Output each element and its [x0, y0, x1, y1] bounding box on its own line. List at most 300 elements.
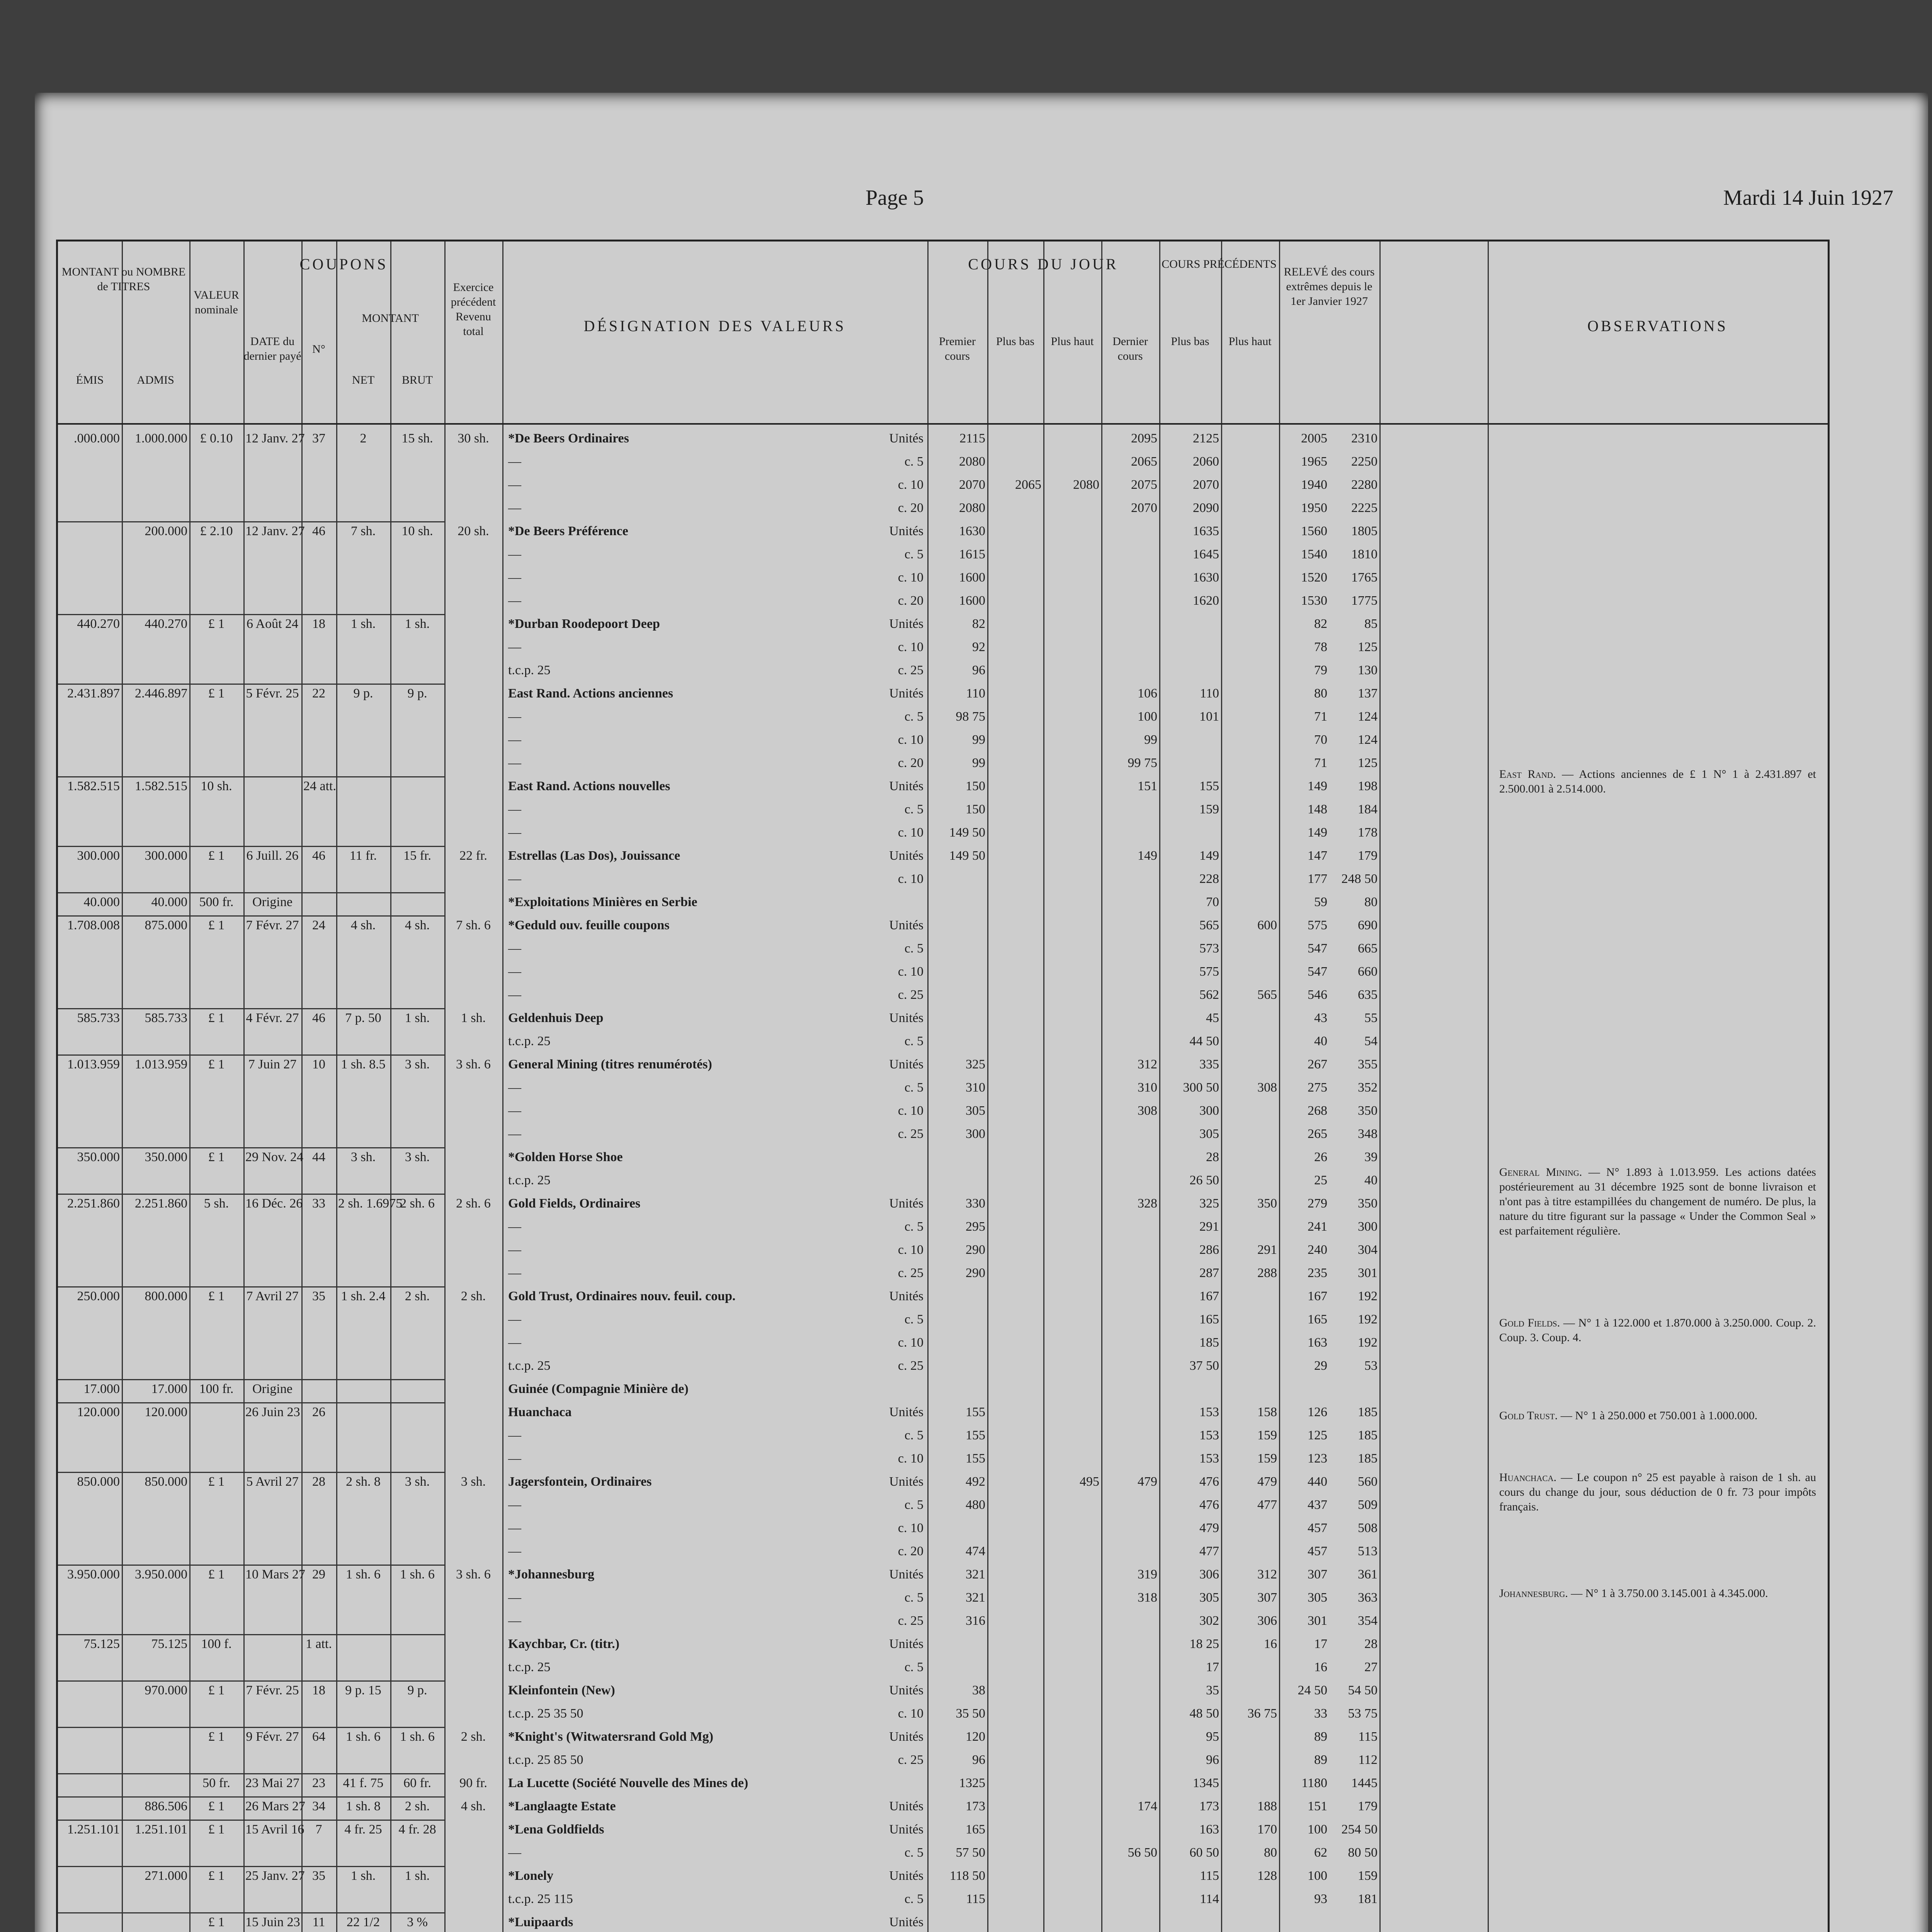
cell-valeur: £ 1	[208, 1915, 225, 1929]
cell-pbas: 291	[1199, 1219, 1219, 1234]
table-row	[58, 1057, 1828, 1072]
cell-name: —	[508, 1219, 521, 1234]
table-row	[58, 732, 1828, 748]
cell-phaut: 16	[1264, 1637, 1277, 1651]
observation-title: Gold Trust.	[1499, 1409, 1558, 1422]
cell-unit: c. 5	[904, 1590, 923, 1605]
cell-premier: 290	[966, 1266, 985, 1280]
cell-rhaut: 508	[1358, 1521, 1378, 1535]
cell-premier: 305	[966, 1104, 985, 1118]
cell-name: —	[508, 1544, 521, 1558]
cell-brut: 4 fr. 28	[398, 1822, 436, 1837]
cell-phaut: 312	[1257, 1567, 1277, 1582]
table-row	[58, 663, 1828, 678]
header-brut: BRUT	[401, 374, 433, 386]
cell-rbas: 165	[1308, 1312, 1327, 1327]
cell-pbas: 287	[1199, 1266, 1219, 1280]
cell-rbas: 1560	[1301, 524, 1327, 538]
cell-premier: 149 50	[949, 849, 985, 863]
row-group-separator	[58, 1912, 444, 1913]
cell-rhaut: 130	[1358, 663, 1378, 677]
cell-rev: 1 sh.	[461, 1011, 486, 1025]
cell-rbas: 82	[1314, 617, 1327, 631]
cell-valeur: £ 1	[208, 1475, 225, 1489]
cell-dernier: 149	[1138, 849, 1157, 863]
cell-premier: 330	[966, 1196, 985, 1211]
cell-name: —	[508, 1312, 521, 1327]
cell-rbas: 1950	[1301, 501, 1327, 515]
cell-dernier: 2075	[1131, 478, 1157, 492]
cell-unit: c. 5	[904, 1892, 923, 1906]
cell-no: 26	[312, 1405, 325, 1419]
observation-title: East Rand.	[1499, 768, 1556, 781]
header-rule	[58, 423, 1828, 425]
cell-premier: 115	[966, 1892, 985, 1906]
page-number: Page 5	[866, 186, 924, 210]
cell-pbas: 149	[1199, 849, 1219, 863]
cell-haut: 2080	[1073, 478, 1099, 492]
cell-name: —	[508, 872, 521, 886]
cell-premier: 480	[966, 1498, 985, 1512]
cell-admis: 2.251.860	[135, 1196, 187, 1211]
cell-name: —	[508, 1428, 521, 1442]
cell-name: *Langlaagte Estate	[508, 1799, 616, 1813]
cell-name: t.c.p. 25	[508, 1173, 551, 1187]
cell-dernier: 2065	[1131, 454, 1157, 469]
cell-rbas: 1965	[1301, 454, 1327, 469]
cell-premier: 295	[966, 1219, 985, 1234]
cell-premier: 165	[966, 1822, 985, 1837]
cell-rhaut: 361	[1358, 1567, 1378, 1582]
cell-date: 5 Avril 27	[246, 1475, 299, 1489]
cell-name: Jagersfontein, Ordinaires	[508, 1475, 652, 1489]
cell-unit: c. 25	[898, 663, 923, 677]
cell-net: 1 sh.	[350, 1869, 376, 1883]
cell-admis: 1.582.515	[135, 779, 187, 793]
cell-rbas: 25	[1314, 1173, 1327, 1187]
cell-rbas: 78	[1314, 640, 1327, 654]
cell-name: *Geduld ouv. feuille coupons	[508, 918, 670, 932]
cell-pbas: 300	[1199, 1104, 1219, 1118]
cell-emis: 300.000	[77, 849, 120, 863]
cell-pbas: 28	[1206, 1150, 1219, 1164]
cell-unit: c. 10	[898, 640, 923, 654]
cell-unit: c. 25	[898, 988, 923, 1002]
table-row	[58, 1010, 1828, 1026]
cell-rhaut: 184	[1358, 802, 1378, 816]
cell-no: 29	[312, 1567, 325, 1582]
cell-valeur: 100 fr.	[199, 1382, 234, 1396]
cell-rbas: 279	[1308, 1196, 1327, 1211]
cell-admis: 970.000	[145, 1683, 187, 1697]
cell-net: 2	[360, 431, 367, 446]
table-row	[58, 1891, 1828, 1907]
observation-text: — N° 1 à 3.750.00 3.145.001 à 4.345.000.	[1568, 1587, 1768, 1600]
cell-premier: 118 50	[949, 1869, 985, 1883]
cell-brut: 2 sh.	[405, 1289, 430, 1303]
row-group-separator	[58, 1008, 444, 1009]
cell-emis: 40.000	[83, 895, 120, 909]
cell-rbas: 167	[1308, 1289, 1327, 1303]
cell-valeur: £ 1	[208, 1822, 225, 1837]
cell-phaut: 479	[1257, 1475, 1277, 1489]
cell-pbas: 565	[1199, 918, 1219, 932]
cell-rbas: 305	[1308, 1590, 1327, 1605]
cell-no: 64	[312, 1730, 325, 1744]
cell-rhaut: 85	[1364, 617, 1378, 631]
row-group-separator	[58, 1796, 444, 1798]
cell-emis: 850.000	[77, 1475, 120, 1489]
cell-name: —	[508, 802, 521, 816]
cell-rbas: 575	[1308, 918, 1327, 932]
cell-no: 33	[312, 1196, 325, 1211]
cell-net: 2 sh. 8	[346, 1475, 381, 1489]
cell-name: —	[508, 1498, 521, 1512]
cell-date: 25 Janv. 27	[245, 1869, 305, 1883]
cell-emis: .000.000	[74, 431, 120, 446]
cell-net: 3 sh.	[350, 1150, 376, 1164]
cell-dernier: 174	[1138, 1799, 1157, 1813]
cell-rbas: 1520	[1301, 570, 1327, 585]
cell-unit: c. 5	[904, 802, 923, 816]
cell-unit: c. 10	[898, 570, 923, 585]
cell-name: *De Beers Ordinaires	[508, 431, 629, 446]
cell-phaut: 306	[1257, 1614, 1277, 1628]
cell-premier: 1325	[959, 1776, 985, 1790]
table-row	[58, 1428, 1828, 1443]
cell-date: 9 Févr. 27	[246, 1730, 299, 1744]
cell-rhaut: 80	[1364, 895, 1378, 909]
cell-brut: 3 sh.	[405, 1475, 430, 1489]
cell-rhaut: 198	[1358, 779, 1378, 793]
cell-rbas: 163	[1308, 1335, 1327, 1350]
cell-admis: 17.000	[151, 1382, 187, 1396]
cell-rev: 2 sh. 6	[456, 1196, 491, 1211]
header-exercice: Exercice précédent Revenu total	[451, 281, 496, 338]
cell-rhaut: 509	[1358, 1498, 1378, 1512]
cell-no: 22	[312, 686, 325, 701]
table-row	[58, 1381, 1828, 1397]
observation-text: — N° 1 à 250.000 et 750.001 à 1.000.000.	[1558, 1409, 1758, 1422]
cell-name: —	[508, 1451, 521, 1466]
header-dernier: Dernier cours	[1112, 335, 1148, 362]
cell-unit: Unités	[889, 1289, 923, 1303]
cell-dernier: 2095	[1131, 431, 1157, 446]
cell-pbas: 70	[1206, 895, 1219, 909]
cell-admis: 3.950.000	[135, 1567, 187, 1582]
cell-date: Origine	[252, 895, 293, 909]
cell-rhaut: 350	[1358, 1104, 1378, 1118]
cell-phaut: 308	[1257, 1080, 1277, 1095]
cell-pbas: 1635	[1193, 524, 1219, 538]
cell-unit: c. 5	[904, 1312, 923, 1327]
cell-rbas: 40	[1314, 1034, 1327, 1048]
cell-no: 7	[315, 1822, 322, 1837]
cell-date: 12 Janv. 27	[245, 524, 305, 538]
cell-phaut: 291	[1257, 1243, 1277, 1257]
table-row	[58, 1845, 1828, 1861]
cell-unit: c. 5	[904, 709, 923, 724]
cell-unit: c. 25	[898, 1359, 923, 1373]
cell-dernier: 100	[1138, 709, 1157, 724]
cell-unit: c. 20	[898, 756, 923, 770]
cell-brut: 9 p.	[407, 1683, 427, 1697]
cell-unit: c. 10	[898, 964, 923, 979]
row-group-separator	[58, 1565, 444, 1566]
cell-admis: 800.000	[145, 1289, 187, 1303]
cell-pbas: 167	[1199, 1289, 1219, 1303]
cell-premier: 149 50	[949, 825, 985, 840]
header-plus-bas: Plus bas	[996, 335, 1035, 348]
cell-date: 6 Août 24	[246, 617, 299, 631]
cell-pbas: 302	[1199, 1614, 1219, 1628]
cell-name: —	[508, 1590, 521, 1605]
cell-rbas: 457	[1308, 1521, 1327, 1535]
header-montant: MONTANT ou NOMBRE de TITRES	[61, 265, 186, 293]
table-row	[58, 1636, 1828, 1652]
header-prec-haut: Plus haut	[1228, 335, 1272, 348]
cell-emis: 585.733	[77, 1011, 120, 1025]
observation-note	[1499, 1470, 1816, 1514]
cell-pbas: 562	[1199, 988, 1219, 1002]
cell-rev: 2 sh.	[461, 1730, 486, 1744]
cell-rbas: 307	[1308, 1567, 1327, 1582]
header-prec-bas: Plus bas	[1171, 335, 1209, 348]
row-group-separator	[58, 915, 444, 917]
cell-brut: 3 sh.	[405, 1150, 430, 1164]
cell-pbas: 17	[1206, 1660, 1219, 1674]
cell-valeur: £ 1	[208, 1567, 225, 1582]
cell-premier: 2080	[959, 501, 985, 515]
table-row	[58, 593, 1828, 609]
cell-rbas: 235	[1308, 1266, 1327, 1280]
cell-rhaut: 192	[1358, 1312, 1378, 1327]
cell-rhaut: 1805	[1351, 524, 1378, 538]
cell-pbas: 335	[1199, 1057, 1219, 1071]
cell-name: t.c.p. 25 85 50	[508, 1753, 583, 1767]
cell-net: 4 sh.	[350, 918, 376, 932]
cell-admis: 75.125	[151, 1637, 187, 1651]
cell-rbas: 125	[1308, 1428, 1327, 1442]
cell-unit: c. 5	[904, 454, 923, 469]
observation-text: — Actions anciennes de £ 1 N° 1 à 2.431.897 et 2.500.001 à 2.514.000.	[1499, 768, 1816, 795]
cell-premier: 316	[966, 1614, 985, 1628]
cell-unit: c. 25	[898, 1753, 923, 1767]
cell-date: 4 Févr. 27	[246, 1011, 299, 1025]
cell-rbas: 43	[1314, 1011, 1327, 1025]
table-row	[58, 709, 1828, 724]
cell-rbas: 547	[1308, 941, 1327, 956]
cell-rbas: 265	[1308, 1127, 1327, 1141]
cell-admis: 40.000	[151, 895, 187, 909]
cell-premier: 2115	[959, 431, 985, 446]
row-group-separator	[58, 846, 444, 847]
cell-date: 7 Févr. 27	[246, 918, 299, 932]
cell-name: —	[508, 988, 521, 1002]
cell-rbas: 26	[1314, 1150, 1327, 1164]
cell-premier: 99	[972, 756, 985, 770]
cell-name: t.c.p. 25 115	[508, 1892, 573, 1906]
cell-rhaut: 28	[1364, 1637, 1378, 1651]
cell-date: 26 Mars 27	[245, 1799, 305, 1813]
cell-phaut: 288	[1257, 1266, 1277, 1280]
cell-pbas: 95	[1206, 1730, 1219, 1744]
cell-unit: c. 10	[898, 733, 923, 747]
cell-valeur: £ 0.10	[200, 431, 233, 446]
cell-emis: 2.431.897	[67, 686, 120, 701]
cell-rhaut: 40	[1364, 1173, 1378, 1187]
cell-rbas: 1540	[1301, 547, 1327, 561]
cell-dernier: 2070	[1131, 501, 1157, 515]
table-row	[58, 1451, 1828, 1466]
cell-valeur: £ 1	[208, 617, 225, 631]
cell-rev: 20 sh.	[457, 524, 489, 538]
cell-name: Estrellas (Las Dos), Jouissance	[508, 849, 680, 863]
cell-name: Kaychbar, Cr. (titr.)	[508, 1637, 620, 1651]
table-row	[58, 802, 1828, 817]
cell-rhaut: 560	[1358, 1475, 1378, 1489]
cell-dernier: 106	[1138, 686, 1157, 701]
cell-rev: 30 sh.	[457, 431, 489, 446]
cell-premier: 98 75	[956, 709, 985, 724]
cell-rbas: 17	[1314, 1637, 1327, 1651]
cell-dernier: 99 75	[1128, 756, 1157, 770]
cell-unit: c. 5	[904, 1845, 923, 1860]
cell-pbas: 60 50	[1189, 1845, 1219, 1860]
cell-rhaut: 53 75	[1348, 1706, 1378, 1721]
cell-date: 15 Avril 16	[245, 1822, 304, 1837]
cell-pbas: 300 50	[1183, 1080, 1219, 1095]
header-releve: RELEVÉ des cours extrêmes depuis le 1er Janvier 1927	[1284, 265, 1375, 308]
cell-name: —	[508, 964, 521, 979]
cell-name: —	[508, 1521, 521, 1535]
cell-rhaut: 301	[1358, 1266, 1378, 1280]
cell-unit: c. 10	[898, 825, 923, 840]
cell-brut: 15 sh.	[401, 431, 433, 446]
cell-pbas: 573	[1199, 941, 1219, 956]
cell-rhaut: 185	[1358, 1405, 1378, 1419]
cell-phaut: 80	[1264, 1845, 1277, 1860]
cell-pbas: 155	[1199, 779, 1219, 793]
cell-unit: Unités	[889, 1869, 923, 1883]
cell-valeur: £ 1	[208, 1799, 225, 1813]
cell-pbas: 153	[1199, 1451, 1219, 1466]
cell-admis: 886.506	[145, 1799, 187, 1813]
observation-text: — Le coupon n° 25 est payable à raison de 1 sh. au cours du change du jour, sous déduction de 0 fr. 73 pour impôts français.	[1499, 1471, 1816, 1513]
cell-unit: c. 10	[898, 1521, 923, 1535]
cell-rbas: 275	[1308, 1080, 1327, 1095]
cell-premier: 38	[972, 1683, 985, 1697]
cell-unit: Unités	[889, 1822, 923, 1837]
cell-rhaut: 300	[1358, 1219, 1378, 1234]
cell-unit: Unités	[889, 524, 923, 538]
cell-pbas: 115	[1200, 1869, 1219, 1883]
table-row	[58, 1683, 1828, 1698]
cell-pbas: 96	[1206, 1753, 1219, 1767]
cell-premier: 290	[966, 1243, 985, 1257]
table-row	[58, 1265, 1828, 1281]
cell-name: —	[508, 594, 521, 608]
cell-admis: 350.000	[145, 1150, 187, 1164]
cell-valeur: £ 1	[208, 686, 225, 701]
cell-net: 1 sh. 8.5	[341, 1057, 386, 1071]
cell-no: 37	[312, 431, 325, 446]
cell-name: —	[508, 1080, 521, 1095]
cell-name: —	[508, 1266, 521, 1280]
table-row	[58, 1242, 1828, 1258]
cell-emis: 120.000	[77, 1405, 120, 1419]
cell-rbas: 16	[1314, 1660, 1327, 1674]
cell-no: 28	[312, 1475, 325, 1489]
cell-premier: 492	[966, 1475, 985, 1489]
cell-dernier: 312	[1138, 1057, 1157, 1071]
table-row	[58, 964, 1828, 980]
observation-title: General Mining.	[1499, 1166, 1582, 1179]
cell-rhaut: 53	[1364, 1359, 1378, 1373]
cell-date: Origine	[252, 1382, 293, 1396]
cell-unit: Unités	[889, 918, 923, 932]
cell-unit: c. 25	[898, 1266, 923, 1280]
cell-rhaut: 27	[1364, 1660, 1378, 1674]
cell-valeur: £ 2.10	[200, 524, 233, 538]
cell-name: East Rand. Actions anciennes	[508, 686, 673, 701]
cell-brut: 2 sh.	[405, 1799, 430, 1813]
cell-rbas: 29	[1314, 1359, 1327, 1373]
cell-valeur: £ 1	[208, 1057, 225, 1071]
cell-rbas: 79	[1314, 663, 1327, 677]
cell-rhaut: 125	[1358, 640, 1378, 654]
cell-unit: Unités	[889, 1915, 923, 1929]
cell-rbas: 240	[1308, 1243, 1327, 1257]
cell-brut: 1 sh.	[405, 1869, 430, 1883]
row-group-separator	[58, 1472, 444, 1473]
cell-rbas: 62	[1314, 1845, 1327, 1860]
cell-name: *Lena Goldfields	[508, 1822, 604, 1837]
cell-phaut: 477	[1257, 1498, 1277, 1512]
cell-name: —	[508, 501, 521, 515]
table-row	[58, 1613, 1828, 1629]
cell-rhaut: 248 50	[1341, 872, 1378, 886]
table-row	[58, 1150, 1828, 1165]
cell-brut: 1 sh.	[405, 1011, 430, 1025]
cell-unit: c. 25	[898, 1127, 923, 1141]
cell-unit: Unités	[889, 1405, 923, 1419]
cell-premier: 1600	[959, 594, 985, 608]
cell-rhaut: 665	[1358, 941, 1378, 956]
cell-unit: c. 5	[904, 1428, 923, 1442]
cell-name: Kleinfontein (New)	[508, 1683, 615, 1697]
cell-rhaut: 660	[1358, 964, 1378, 979]
cell-pbas: 477	[1199, 1544, 1219, 1558]
cell-pbas: 1345	[1193, 1776, 1219, 1790]
cell-emis: 1.013.959	[67, 1057, 120, 1071]
cell-date: 7 Févr. 25	[246, 1683, 299, 1697]
cell-rbas: 148	[1308, 802, 1327, 816]
cell-pbas: 325	[1199, 1196, 1219, 1211]
cell-net: 41 f. 75	[343, 1776, 384, 1790]
cell-rbas: 457	[1308, 1544, 1327, 1558]
cell-admis: 120.000	[145, 1405, 187, 1419]
row-group-separator	[58, 521, 444, 522]
cell-unit: c. 5	[904, 1498, 923, 1512]
cell-unit: c. 25	[898, 1614, 923, 1628]
cell-rbas: 440	[1308, 1475, 1327, 1489]
cell-phaut: 128	[1257, 1869, 1277, 1883]
cell-rhaut: 352	[1358, 1080, 1378, 1095]
cell-unit: Unités	[889, 779, 923, 793]
cell-admis: 271.000	[145, 1869, 187, 1883]
row-group-separator	[58, 892, 444, 893]
